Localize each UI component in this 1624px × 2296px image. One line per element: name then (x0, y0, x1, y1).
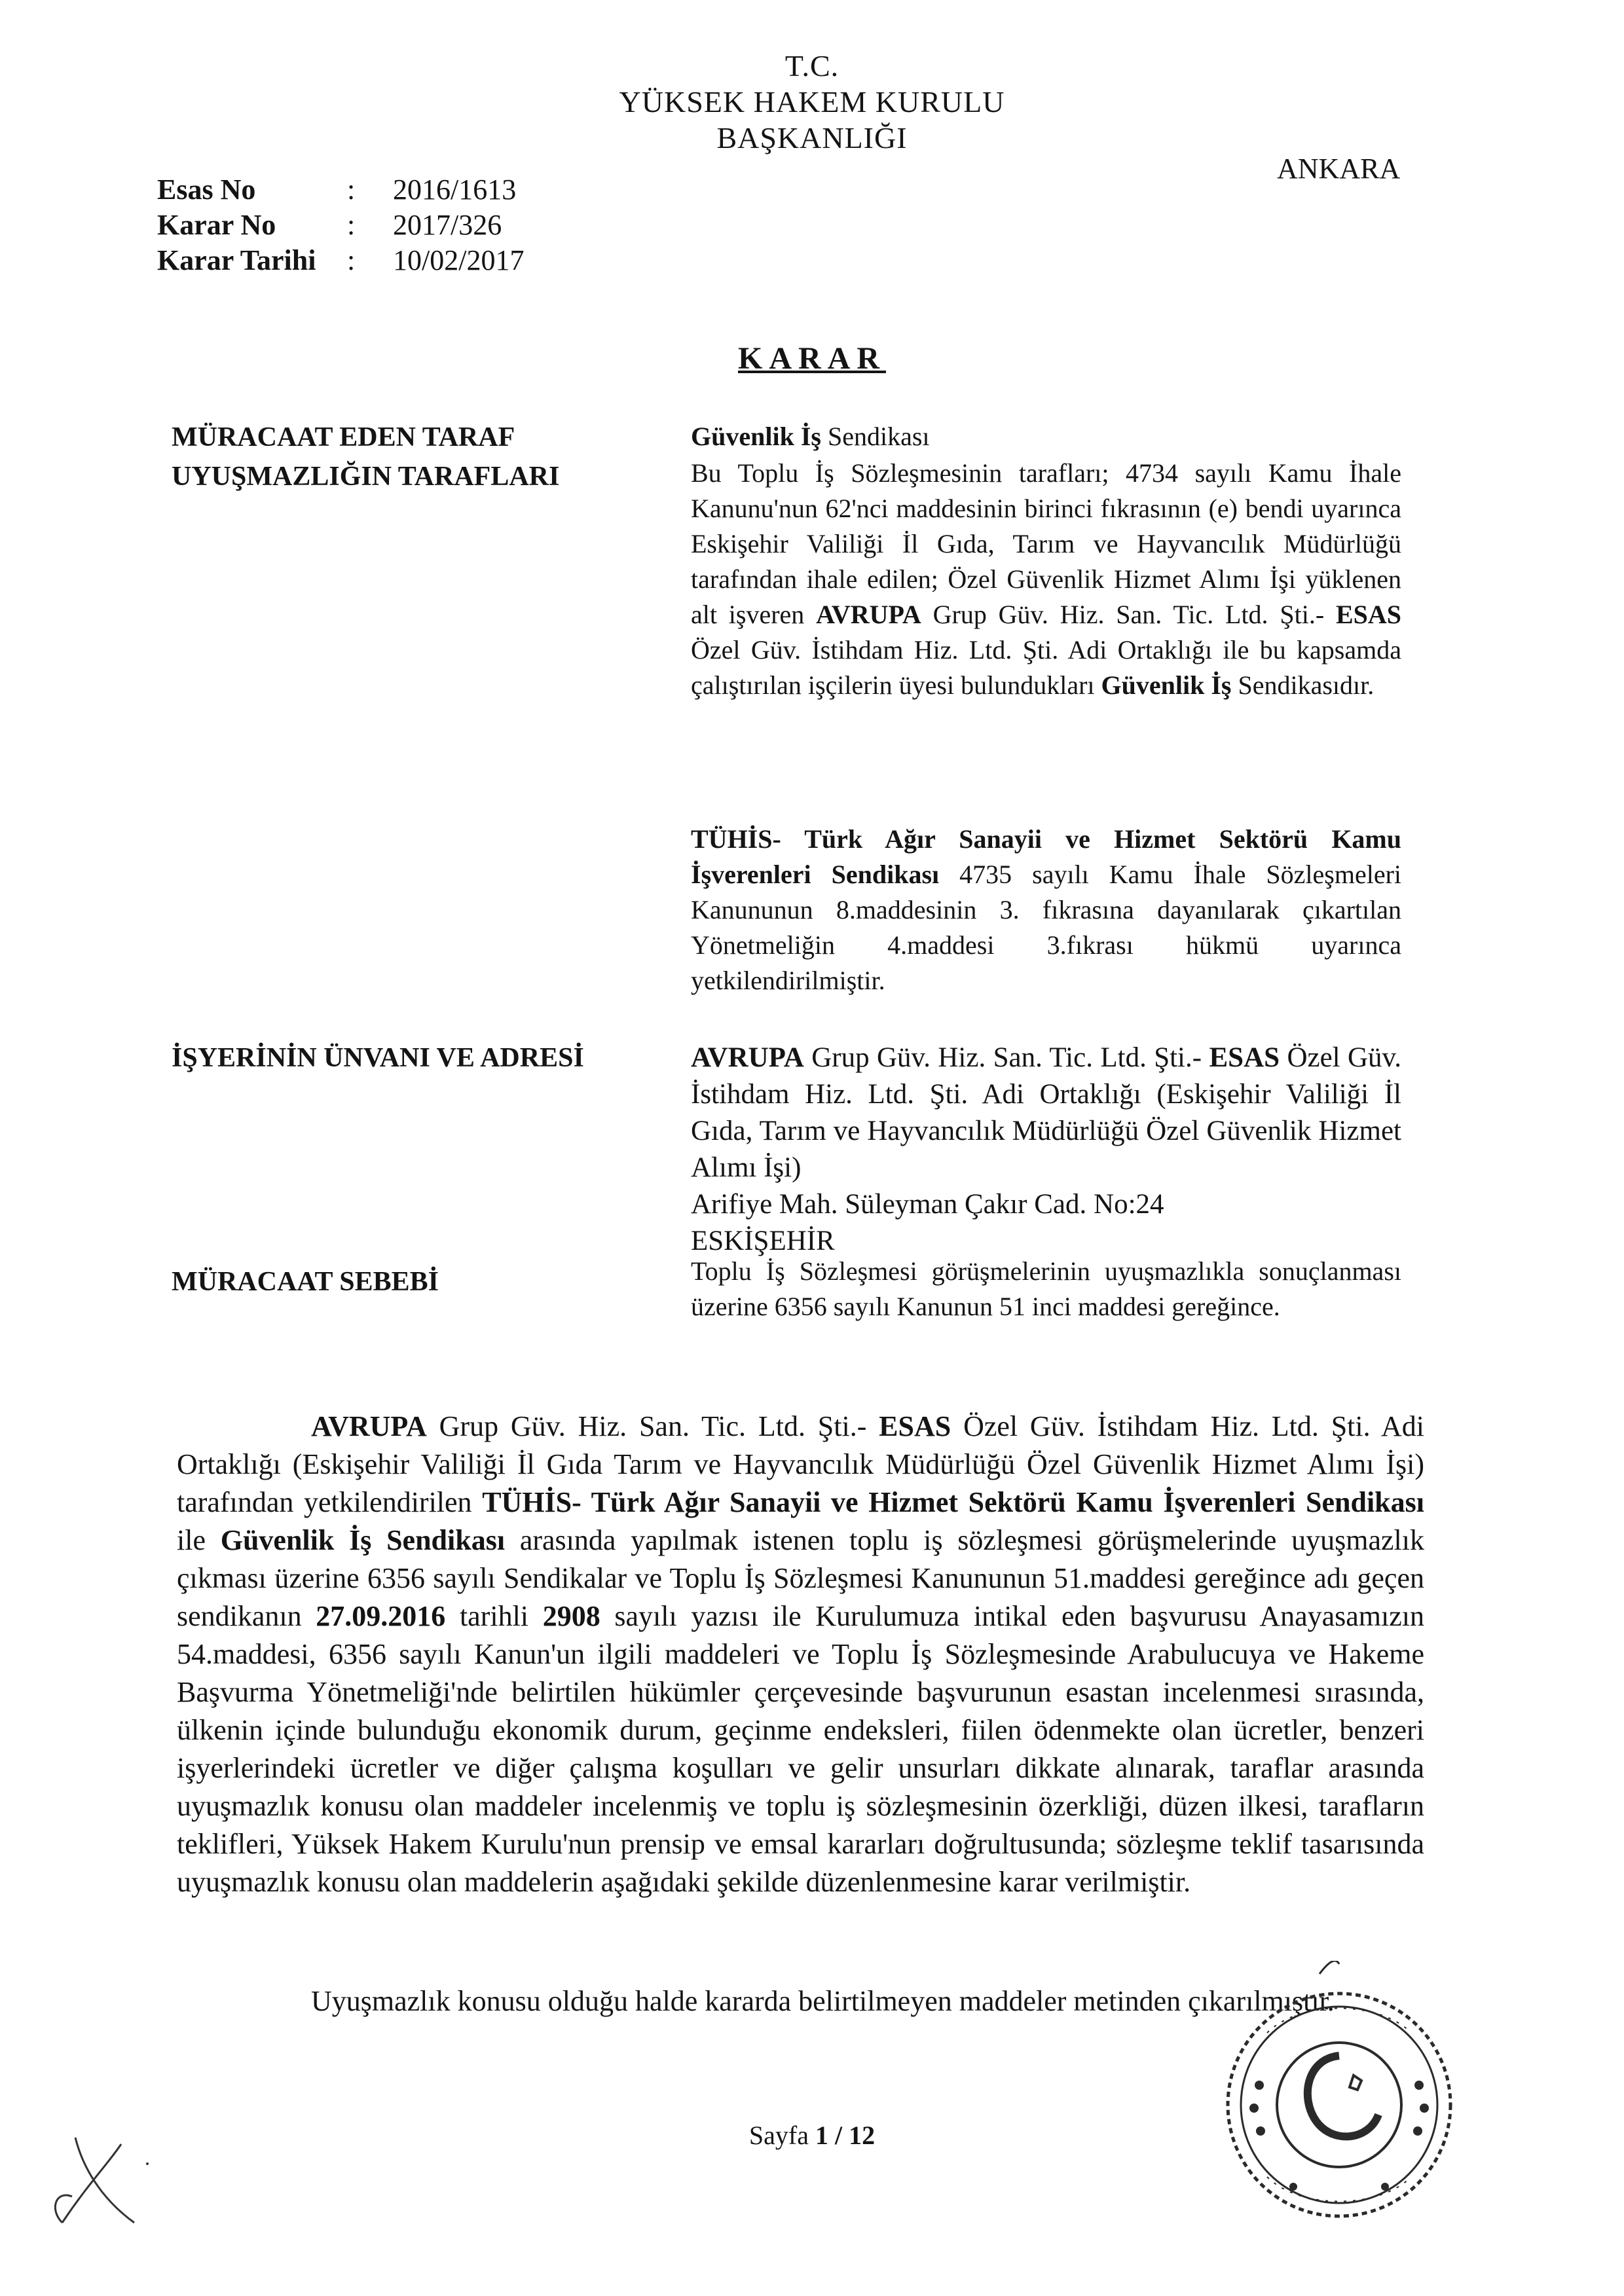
party-esas: ESAS (1335, 600, 1401, 629)
meta-colon: : (347, 244, 356, 276)
body-employer-union: TÜHİS- Türk Ağır Sanayii ve Hizmet Sektörü Kamu İşverenleri Sendikası (482, 1486, 1424, 1518)
applicant-union-name: Güvenlik İş (691, 422, 821, 451)
meta-tarih-value: 10/02/2017 (393, 244, 525, 276)
workplace-value (691, 1040, 1401, 1260)
official-seal (1208, 1961, 1470, 2236)
workplace-city: ESKİŞEHİR (691, 1226, 835, 1256)
decision-body-paragraph (177, 1408, 1424, 1901)
header-tc: T.C. (784, 49, 840, 82)
handwritten-initials (36, 2124, 160, 2242)
workplace-text: Grup Güv. Hiz. San. Tic. Ltd. Şti.- (811, 1042, 1202, 1073)
reason-value: Toplu İş Sözleşmesi görüşmelerinin uyuşmazlıkla sonuçlanması üzerine 6356 sayılı Kanunun 51 inci maddesi gereğince. (691, 1256, 1401, 1321)
page-prefix: Sayfa (748, 2121, 809, 2150)
label-workplace: İŞYERİNİN ÜNVANI VE ADRESİ (172, 1043, 584, 1073)
header-presidency: BAŞKANLIĞI (716, 121, 908, 155)
meta-esas-row (157, 172, 516, 208)
body-text: tarihli (459, 1600, 529, 1632)
parties-paragraph-2 (691, 822, 1401, 998)
parties-text: Grup Güv. Hiz. San. Tic. Ltd. Şti.- (932, 600, 1325, 629)
meta-karar-row (157, 207, 502, 244)
meta-esas-value: 2016/1613 (393, 173, 517, 206)
label-parties: UYUŞMAZLIĞIN TARAFLARI (172, 462, 560, 492)
decision-closing-paragraph: Uyuşmazlık konusu olduğu halde kararda belirtilmeyen maddeler metinden çıkarılmıştır. (311, 1985, 1335, 2017)
body-text: Özel Güv. İstihdam Hiz. Ltd. Şti. Adi Ortaklığı (Eskişehir Valiliği İl Gıda Tarım ve Hayvancılık Müdürlüğü Özel Güvenlik Hizmet Alımı İşi) tarafından yetkilendirilen (177, 1410, 1425, 1518)
body-date: 27.09.2016 (316, 1600, 446, 1632)
body-esas: ESAS (879, 1410, 951, 1442)
employer-union-name: TÜHİS- Türk Ağır Sanayii ve Hizmet Sektörü Kamu İşverenleri Sendikası (691, 824, 1401, 889)
header-city: ANKARA (1277, 153, 1401, 185)
label-applicant: MÜRACAAT EDEN TARAF (172, 422, 515, 452)
party-union: Güvenlik İş (1101, 670, 1232, 700)
parties-text: Sendikasıdır. (1238, 670, 1375, 700)
body-text: ile (177, 1524, 206, 1556)
body-text: arasında yapılmak istenen toplu iş sözleşmesi görüşmelerinde uyuşmazlık çıkması üzerine 6356 sayılı Sendikalar ve Toplu İş Sözleşmesi Kanununun 51.maddesi gereğince adı geçen sendikanın (177, 1524, 1424, 1632)
party-avrupa: AVRUPA (816, 600, 921, 629)
body-text: Grup Güv. Hiz. San. Tic. Ltd. Şti.- (439, 1410, 867, 1442)
workplace-text: Özel Güv. İstihdam Hiz. Ltd. Şti. Adi Ortaklığı (Eskişehir Valiliği İl Gıda, Tarım ve Hayvancılık Müdürlüğü Özel Güvenlik Hizmet Alımı İşi) (691, 1042, 1402, 1183)
workplace-esas: ESAS (1209, 1042, 1280, 1073)
parties-text: Özel Güv. İstihdam Hiz. Ltd. Şti. Adi Ortaklığı ile bu kapsamda çalıştırılan işçilerin üyesi bulundukları (691, 635, 1401, 700)
meta-karar-value: 2017/326 (393, 209, 502, 241)
applicant-union-suffix: Sendikası (827, 422, 930, 451)
body-avrupa: AVRUPA (311, 1410, 427, 1442)
applicant-value (691, 419, 1401, 454)
parties-text: Bu Toplu İş Sözleşmesinin tarafları; 4734 sayılı Kamu İhale Kanunu'nun 62'nci maddesinin birinci fıkrasının (e) bendi uyarınca Eskişehir Valiliği İl Gıda, Tarım ve Hayvancılık Müdürlüğü tarafından ihale edilen; Özel Güvenlik Hizmet Alımı İşi yüklenen alt işveren (691, 458, 1401, 629)
meta-karar-label: Karar No (157, 209, 276, 241)
meta-esas-label: Esas No (157, 173, 256, 206)
body-worker-union: Güvenlik İş Sendikası (220, 1524, 506, 1556)
meta-colon: : (347, 173, 356, 206)
label-reason: MÜRACAAT SEBEBİ (172, 1267, 439, 1297)
meta-colon: : (347, 209, 356, 241)
body-text: sayılı yazısı ile Kurulumuza intikal eden başvurusu Anayasamızın 54.maddesi, 6356 sayılı Kanun'un ilgili maddeleri ve Toplu İş Sözleşmesinde Arabulucuya ve Hakeme Başvurma Yönetmeliği'nde belirtilen hükümler çerçevesinde başvurunun esastan incelenmesi sırasında, ülkenin içinde bulunduğu ekonomik durum, geçinme endeksleri, fiilen ödenmekte olan ücretler, benzeri işyerlerindeki ücretler ve diğer çalışma koşulları ve gelir unsurları dikkate alınarak, taraflar arasında uyuşmazlık konusu olan maddeler incelenmiş ve toplu iş sözleşmesinin özerkliği, düzen ilkesi, tarafların teklifleri, Yüksek Hakem Kurulu'nun prensip ve emsal kararları doğrultusunda; sözleşme teklif tasarısında uyuşmazlık konusu olan maddelerin aşağıdaki şekilde düzenlenmesine karar verilmiştir. (177, 1600, 1424, 1898)
workplace-address: Arifiye Mah. Süleyman Çakır Cad. No:24 (691, 1189, 1164, 1220)
header-institution: YÜKSEK HAKEM KURULU (619, 85, 1005, 118)
employer-union-text: 4735 sayılı Kamu İhale Sözleşmeleri Kanununun 8.maddesinin 3. fıkrasına dayanılarak çıkartılan Yönetmeliğin 4.maddesi 3.fıkrası hükmü uyarınca yetkilendirilmiştir. (691, 860, 1402, 995)
workplace-avrupa: AVRUPA (691, 1042, 804, 1073)
parties-paragraph-1 (691, 456, 1401, 703)
body-number: 2908 (542, 1600, 600, 1632)
meta-tarih-label: Karar Tarihi (157, 244, 316, 276)
meta-tarih-row (157, 242, 524, 279)
page-count: 1 / 12 (815, 2121, 876, 2150)
decision-title: KARAR (738, 341, 886, 376)
